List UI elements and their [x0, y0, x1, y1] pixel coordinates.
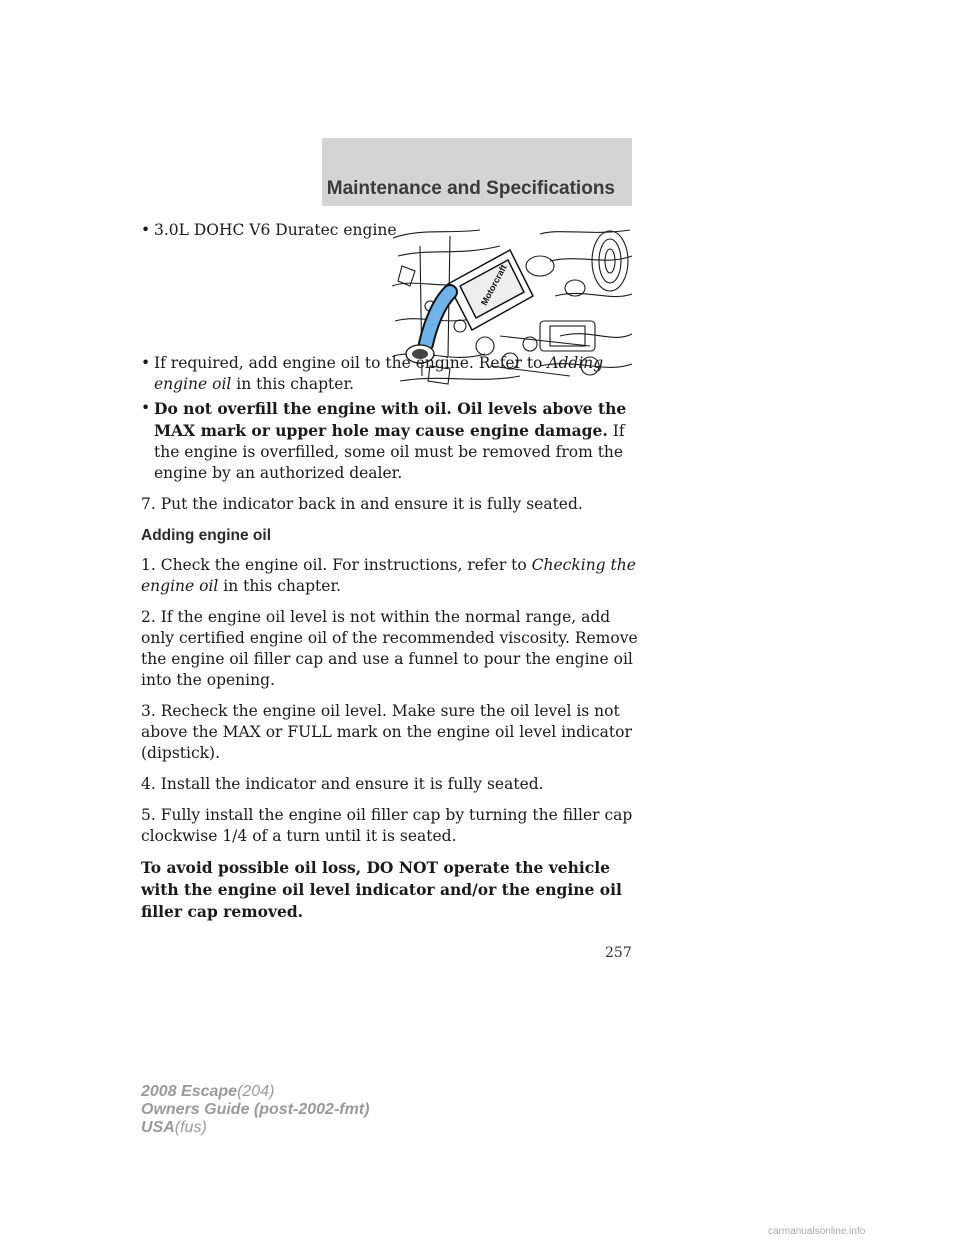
overfill-warning: Do not overfill the engine with oil. Oil levels above the MAX mark or upper hole may cause engine damage. — [154, 399, 627, 440]
bullet-text-engine: 3.0L DOHC V6 Duratec engine — [154, 221, 397, 239]
document-body — [141, 220, 641, 933]
footer-line-1 — [141, 1083, 369, 1101]
bullet-marker: • — [141, 399, 151, 417]
document-footer — [141, 1083, 369, 1137]
warning-text — [141, 857, 641, 923]
bullet-marker: • — [141, 354, 151, 372]
step-1-tail: in this chapter. — [218, 577, 342, 595]
section-heading: Adding engine oil — [141, 527, 272, 544]
step-7: 7. Put the indicator back in and ensure it is fully seated. — [141, 495, 583, 513]
footer-model-code: (204) — [237, 1083, 275, 1100]
footer-market-code: (fus) — [174, 1119, 207, 1136]
bullet-text: If required, add engine oil to the engine. Refer to — [154, 354, 548, 372]
watermark: carmanualsonline.info — [768, 1226, 866, 1237]
footer-line-3 — [141, 1119, 369, 1137]
step-1-text: 1. Check the engine oil. For instructions, refer to — [141, 556, 532, 574]
footer-model: 2008 Escape — [141, 1083, 238, 1100]
header-band — [322, 138, 632, 206]
footer-line-2: Owners Guide (post-2002-fmt) — [141, 1101, 370, 1118]
bullet-text-overfill — [154, 398, 641, 484]
step-4: 4. Install the indicator and ensure it is fully seated. — [141, 775, 544, 793]
bottle-label: Motorcraft — [478, 262, 509, 307]
section-header-title: Maintenance and Specifications — [326, 178, 615, 199]
step-1 — [141, 555, 641, 597]
bullet-text-add-oil — [154, 353, 641, 395]
bullet-marker: • — [141, 221, 151, 239]
cross-reference: Checking the engine oil — [141, 556, 636, 595]
warning-bold: To avoid possible oil loss, DO NOT operate the vehicle with the engine oil level indicator and/or the engine oil filler cap removed. — [141, 858, 622, 921]
overfill-detail: If the engine is overfilled, some oil must be removed from the engine by an authorized dealer. — [154, 422, 625, 482]
list-item — [141, 220, 641, 241]
bullet-text-tail: in this chapter. — [231, 375, 355, 393]
footer-market: USA — [141, 1119, 175, 1136]
step-2: 2. If the engine oil level is not within the normal range, add only certified engine oil of the recommended viscosity. Remove the engine oil filler cap and use a funnel to pour the engine oil into the opening. — [141, 608, 638, 689]
step-5: 5. Fully install the engine oil filler cap by turning the filler cap clockwise 1/4 of a turn until it is seated. — [141, 806, 633, 845]
page-number: 257 — [605, 945, 632, 961]
list-item — [141, 353, 641, 395]
cross-reference: Adding engine oil — [154, 354, 604, 393]
list-item — [141, 398, 641, 484]
step-3: 3. Recheck the engine oil level. Make sure the oil level is not above the MAX or FULL mark on the engine oil level indicator (dipstick). — [141, 702, 632, 762]
